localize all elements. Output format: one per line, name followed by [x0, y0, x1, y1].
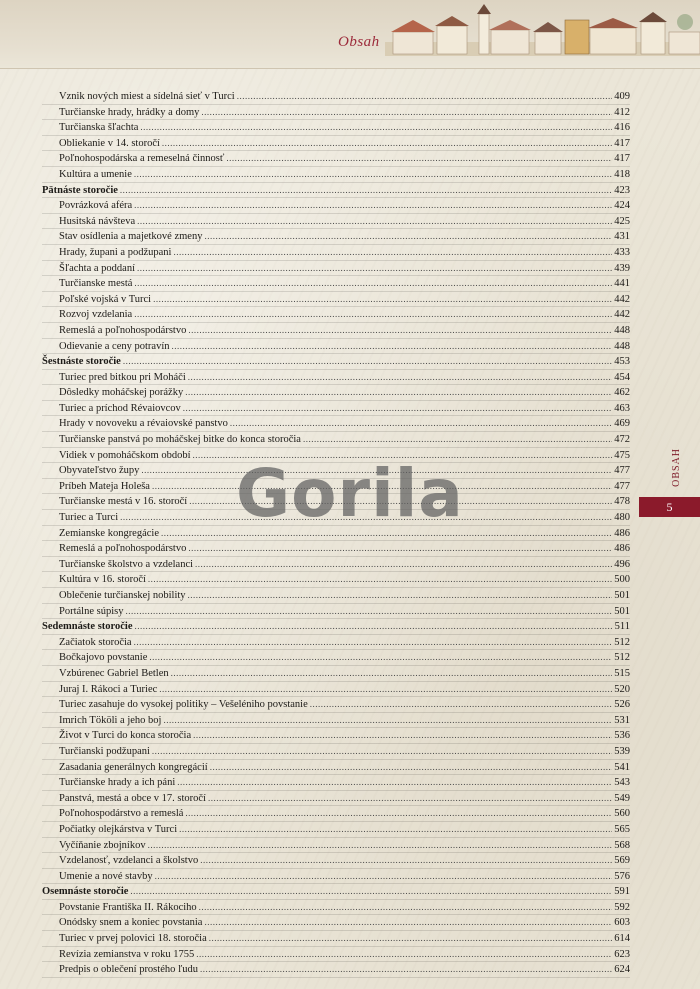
section-side-label: OBSAH [671, 448, 682, 487]
toc-page-number: 496 [614, 558, 630, 570]
toc-entry-row[interactable] [42, 650, 630, 666]
toc-entry-title: Vidiek v pomoháčskom období [59, 449, 191, 461]
toc-entry-title: Poľnohospodárska a remeselná činnosť [59, 153, 225, 165]
toc-dot-leader [163, 713, 612, 728]
toc-entry-title: Dôsledky moháčskej porážky [59, 387, 184, 399]
toc-dot-leader [188, 323, 612, 338]
toc-entry-row[interactable] [42, 728, 630, 744]
toc-page-number: 477 [614, 465, 630, 477]
toc-page-number: 603 [614, 917, 630, 929]
toc-page-number: 439 [614, 262, 630, 274]
toc-page-number: 453 [614, 356, 630, 368]
toc-dot-leader [303, 432, 612, 447]
toc-page-number: 576 [614, 870, 630, 882]
toc-page-number: 418 [614, 168, 630, 180]
toc-dot-leader [140, 120, 612, 135]
toc-page-number: 536 [614, 730, 630, 742]
toc-page-number: 417 [614, 137, 630, 149]
toc-dot-leader [196, 947, 612, 962]
toc-entry-row[interactable] [42, 604, 630, 620]
toc-page-number: 480 [614, 512, 630, 524]
toc-page-number: 448 [614, 340, 630, 352]
toc-dot-leader [134, 167, 612, 182]
toc-entry-title: Vzbúrenec Gabriel Betlen [59, 667, 169, 679]
toc-entry-title: Obliekanie v 14. storočí [59, 137, 160, 149]
toc-dot-leader [134, 307, 612, 322]
toc-page-number: 515 [614, 667, 630, 679]
toc-page-number: 478 [614, 496, 630, 508]
toc-entry-title: Turčianske panstvá po moháčskej bitke do konca storočia [59, 434, 301, 446]
toc-entry-title: Povstanie Františka II. Rákociho [59, 901, 197, 913]
toc-page-number: 412 [614, 106, 630, 118]
toc-page-number: 541 [614, 761, 630, 773]
toc-page-number: 526 [614, 699, 630, 711]
toc-page-number: 539 [614, 745, 630, 757]
toc-entry-row[interactable] [42, 198, 630, 214]
toc-entry-row[interactable] [42, 385, 630, 401]
toc-page-number: 520 [614, 683, 630, 695]
toc-page-number: 442 [614, 293, 630, 305]
toc-dot-leader [208, 791, 612, 806]
toc-entry-title: Bočkajovo povstanie [59, 652, 148, 664]
toc-dot-leader [188, 370, 612, 385]
toc-page-number: 592 [614, 901, 630, 913]
toc-dot-leader [200, 962, 612, 977]
toc-entry-title: Umenie a nové stavby [59, 870, 153, 882]
toc-entry-row[interactable] [42, 89, 630, 105]
toc-dot-leader [125, 604, 612, 619]
toc-page-number: 409 [614, 91, 630, 102]
toc-entry-row[interactable] [42, 838, 630, 854]
toc-page-number: 431 [614, 231, 630, 243]
toc-entry-row[interactable] [42, 120, 630, 136]
toc-entry-row[interactable] [42, 572, 630, 588]
toc-entry-row[interactable] [42, 339, 630, 355]
toc-dot-leader [200, 853, 612, 868]
toc-entry-title: Juraj I. Rákoci a Turiec [59, 683, 158, 695]
toc-section-row[interactable] [42, 884, 630, 900]
toc-dot-leader [173, 245, 612, 260]
toc-entry-row[interactable] [42, 682, 630, 698]
header-title: Obsah [338, 34, 380, 50]
toc-entry-title: Remeslá a poľnohospodárstvo [59, 324, 187, 336]
toc-section-row[interactable] [42, 183, 630, 199]
town-illustration-icon [385, 2, 700, 62]
toc-entry-title: Turčianske mestá v 16. storočí [59, 496, 188, 508]
toc-dot-leader [188, 541, 612, 556]
toc-entry-title: Turčianske hrady, hrádky a domy [59, 106, 200, 118]
toc-section-row[interactable] [42, 619, 630, 635]
toc-dot-leader [204, 229, 612, 244]
toc-entry-title: Osemnáste storočie [42, 886, 129, 898]
toc-entry-title: Oblečenie turčianskej nobility [59, 590, 186, 601]
toc-dot-leader [135, 619, 613, 634]
toc-page-number: 624 [614, 964, 630, 976]
toc-entry-title: Povrázková aféra [59, 200, 133, 212]
toc-page-number: 486 [614, 543, 630, 555]
toc-entry-row[interactable] [42, 915, 630, 931]
toc-entry-title: Turiec a príchod Révaiovcov [59, 402, 181, 414]
toc-entry-title: Turiec a Turci [59, 512, 119, 524]
toc-dot-leader [120, 183, 612, 198]
toc-entry-row[interactable] [42, 713, 630, 729]
toc-page-number: 543 [614, 777, 630, 789]
toc-entry-row[interactable] [42, 760, 630, 776]
toc-dot-leader [237, 89, 613, 104]
toc-entry-title: Pätnáste storočie [42, 184, 118, 196]
toc-entry-title: Príbeh Mateja Holeša [59, 480, 150, 492]
page-header [0, 0, 700, 69]
toc-dot-leader [230, 416, 612, 431]
toc-dot-leader [134, 198, 612, 213]
toc-entry-title: Poľnohospodárstvo a remeslá [59, 808, 184, 820]
toc-page-number: 623 [614, 948, 630, 960]
toc-page-number: 511 [614, 621, 630, 633]
toc-page-number: 500 [614, 574, 630, 586]
toc-entry-title: Zemianske kongregácie [59, 527, 159, 539]
toc-dot-leader [137, 261, 612, 276]
toc-dot-leader [130, 884, 612, 899]
toc-entry-title: Odievanie a ceny potravín [59, 340, 170, 352]
toc-page-number: 549 [614, 792, 630, 804]
toc-entry-title: Imrich Tököli a jeho boj [59, 714, 162, 726]
toc-entry-row[interactable] [42, 151, 630, 167]
toc-entry-row[interactable] [42, 307, 630, 323]
toc-dot-leader [123, 354, 612, 369]
toc-page-number: 441 [614, 278, 630, 290]
toc-entry-row[interactable] [42, 136, 630, 152]
toc-dot-leader [152, 744, 612, 759]
toc-entry-title: Panstvá, mestá a obce v 17. storočí [59, 792, 206, 804]
toc-page-number: 416 [614, 122, 630, 134]
toc-entry-title: Turčianski podžupani [59, 745, 150, 757]
toc-entry-row[interactable] [42, 775, 630, 791]
toc-page-number: 425 [614, 215, 630, 227]
toc-page-number: 512 [614, 636, 630, 648]
toc-entry-title: Turiec pred bitkou pri Moháči [59, 371, 186, 383]
toc-entry-row[interactable] [42, 791, 630, 807]
toc-entry-row[interactable] [42, 323, 630, 339]
toc-page-number: 560 [614, 808, 630, 820]
toc-page-number: 477 [614, 480, 630, 492]
toc-entry-row[interactable] [42, 900, 630, 916]
toc-entry-row[interactable] [42, 744, 630, 760]
toc-dot-leader [193, 728, 612, 743]
toc-dot-leader [134, 635, 613, 650]
toc-entry-title: Obyvateľstvo župy [59, 465, 140, 477]
toc-entry-title: Kultúra a umenie [59, 168, 132, 180]
toc-entry-title: Šľachta a poddaní [59, 262, 135, 274]
toc-entry-title: Turčianska šľachta [59, 122, 139, 134]
toc-entry-row[interactable] [42, 401, 630, 417]
toc-entry-row[interactable] [42, 697, 630, 713]
toc-page-number: 423 [614, 184, 630, 196]
toc-page-number: 454 [614, 371, 630, 383]
toc-entry-row[interactable] [42, 261, 630, 277]
toc-entry-row[interactable] [42, 245, 630, 261]
toc-dot-leader [183, 401, 612, 416]
toc-entry-title: Onódsky snem a koniec povstania [59, 917, 203, 929]
toc-dot-leader [185, 385, 612, 400]
toc-dot-leader [177, 775, 612, 790]
toc-page-number: 469 [614, 418, 630, 430]
toc-entry-title: Vzdelanosť, vzdelanci a školstvo [59, 855, 199, 867]
toc-entry-row[interactable] [42, 588, 630, 604]
toc-dot-leader [148, 838, 613, 853]
toc-section-row[interactable] [42, 354, 630, 370]
toc-entry-row[interactable] [42, 557, 630, 573]
toc-dot-leader [204, 915, 612, 930]
page-number-tab: 5 [639, 497, 700, 517]
toc-dot-leader [137, 214, 612, 229]
toc-entry-row[interactable] [42, 416, 630, 432]
toc-dot-leader [210, 760, 613, 775]
toc-page-number: 512 [614, 652, 630, 664]
toc-entry-title: Začiatok storočia [59, 636, 132, 648]
toc-dot-leader [171, 666, 613, 681]
toc-page-number: 433 [614, 246, 630, 258]
toc-page-number: 501 [614, 605, 630, 617]
toc-page-number: 531 [614, 714, 630, 726]
toc-page-number: 442 [614, 309, 630, 321]
toc-dot-leader [159, 682, 612, 697]
toc-page-number: 417 [614, 153, 630, 165]
toc-entry-row[interactable] [42, 214, 630, 230]
toc-page-number: 463 [614, 402, 630, 414]
toc-dot-leader [148, 572, 612, 587]
toc-dot-leader [172, 339, 613, 354]
toc-dot-leader [209, 931, 612, 946]
toc-page-number: 448 [614, 324, 630, 336]
toc-dot-leader [162, 136, 612, 151]
toc-dot-leader [199, 900, 613, 915]
watermark: Gorila [236, 455, 464, 532]
toc-entry-row[interactable] [42, 276, 630, 292]
toc-page-number: 591 [614, 886, 630, 898]
toc-entry-row[interactable] [42, 931, 630, 947]
toc-dot-leader [185, 806, 612, 821]
toc-page-number: 486 [614, 527, 630, 539]
toc-entry-title: Počiatky olejkárstva v Turci [59, 823, 178, 835]
toc-entry-title: Zasadania generálnych kongregácií [59, 761, 208, 773]
toc-page-number: 462 [614, 387, 630, 399]
toc-entry-title: Predpis o oblečení prostého ľudu [59, 964, 198, 976]
toc-entry-row[interactable] [42, 105, 630, 121]
toc-entry-title: Vyčíňanie zbojníkov [59, 839, 146, 851]
toc-page-number: 568 [614, 839, 630, 851]
toc-entry-row[interactable] [42, 822, 630, 838]
toc-entry-row[interactable] [42, 947, 630, 963]
toc-entry-title: Šestnáste storočie [42, 356, 121, 368]
toc-page-number: 614 [614, 933, 630, 945]
toc-dot-leader [179, 822, 612, 837]
toc-dot-leader [149, 650, 612, 665]
toc-dot-leader [134, 276, 612, 291]
toc-entry-title: Stav osídlenia a majetkové zmeny [59, 231, 203, 243]
toc-page-number: 569 [614, 855, 630, 867]
toc-entry-row[interactable] [42, 853, 630, 869]
toc-dot-leader [310, 697, 612, 712]
toc-entry-title: Portálne súpisy [59, 605, 124, 617]
toc-dot-leader [195, 557, 612, 572]
toc-entry-title: Poľské vojská v Turci [59, 293, 152, 305]
toc-entry-title: Turčianske hrady a ich páni [59, 777, 176, 789]
toc-entry-title: Hrady v novoveku a révaiovské panstvo [59, 418, 228, 430]
table-of-contents [42, 89, 630, 978]
toc-entry-title: Život v Turci do konca storočia [59, 730, 192, 742]
toc-entry-row[interactable] [42, 635, 630, 651]
toc-dot-leader [155, 869, 613, 884]
toc-entry-title: Husitská návšteva [59, 215, 136, 227]
toc-entry-row[interactable] [42, 167, 630, 183]
toc-entry-title: Turiec zasahuje do vysokej politiky – Vešeléniho povstanie [59, 699, 308, 711]
toc-page-number: 565 [614, 823, 630, 835]
toc-entry-row[interactable] [42, 806, 630, 822]
toc-dot-leader [188, 588, 613, 603]
toc-entry-title: Turčianske mestá [59, 278, 133, 290]
toc-entry-row[interactable] [42, 370, 630, 386]
toc-page-number: 475 [614, 449, 630, 461]
toc-entry-title: Hrady, župani a podžupani [59, 246, 172, 258]
toc-entry-row[interactable] [42, 962, 630, 978]
toc-entry-title: Turčianske školstvo a vzdelanci [59, 558, 194, 570]
toc-entry-title: Vznik nových miest a sídelná sieť v Turci [59, 91, 235, 102]
toc-page-number: 472 [614, 434, 630, 446]
toc-page-number: 501 [614, 590, 630, 601]
toc-entry-title: Kultúra v 16. storočí [59, 574, 146, 586]
toc-entry-row[interactable] [42, 541, 630, 557]
toc-entry-row[interactable] [42, 666, 630, 682]
toc-entry-row[interactable] [42, 292, 630, 308]
toc-entry-row[interactable] [42, 432, 630, 448]
toc-entry-row[interactable] [42, 869, 630, 885]
toc-entry-title: Revízia zemianstva v roku 1755 [59, 948, 195, 960]
toc-entry-title: Rozvoj vzdelania [59, 309, 133, 321]
toc-dot-leader [226, 151, 612, 166]
toc-entry-title: Remeslá a poľnohospodárstvo [59, 543, 187, 555]
toc-entry-row[interactable] [42, 229, 630, 245]
toc-page-number: 424 [614, 200, 630, 212]
toc-entry-title: Sedemnáste storočie [42, 621, 133, 633]
toc-entry-title: Turiec v prvej polovici 18. storočia [59, 933, 207, 945]
toc-dot-leader [201, 105, 612, 120]
toc-dot-leader [153, 292, 612, 307]
